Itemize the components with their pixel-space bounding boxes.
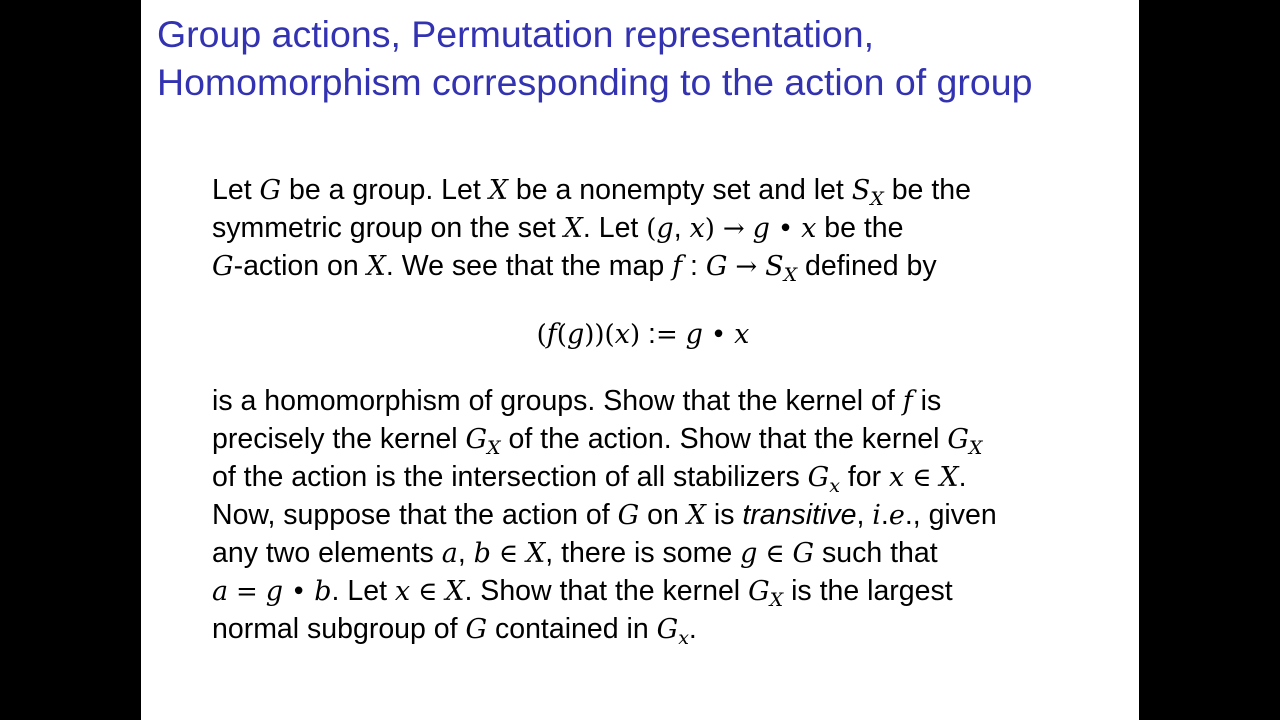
slide-title (157, 10, 1127, 106)
body-line-3: G-action on X. We see that the map f : $G \to S_X$ defined by (212, 250, 937, 286)
slide-title-line-2: Homomorphism corresponding to the action of group (157, 61, 1033, 103)
body-line-7: Now, suppose that the action of G on X is transitive, i.e., given (212, 499, 997, 531)
body-line-9: a = g • b. Let x ∈ X. Show that the kernel $G_X$ is the largest (212, 575, 953, 611)
slide (141, 0, 1139, 720)
body-line-6: of the action is the intersection of all stabilizers $G_x$ for x ∈ X. (212, 461, 967, 497)
body-line-1: Let G be a group. Let X be a nonempty set and let $S_X$ be the (212, 174, 971, 210)
slide-title-line-1: Group actions, Permutation representation, (157, 13, 875, 55)
slide-body (212, 171, 1112, 648)
body-line-5: precisely the kernel $G_X$ of the action. Show that the kernel $G_X$ (212, 423, 983, 459)
body-line-4: is a homomorphism of groups. Show that the kernel of f is (212, 385, 942, 417)
body-line-8: any two elements a, b ∈ X, there is some g ∈ G such that (212, 537, 938, 569)
body-line-2: symmetric group on the set X. Let (g, x) → g • x be the (212, 212, 904, 244)
body-line-10: normal subgroup of G contained in $G_x$. (212, 613, 697, 649)
display-equation: (f(g))(x) := g • x (536, 318, 750, 350)
